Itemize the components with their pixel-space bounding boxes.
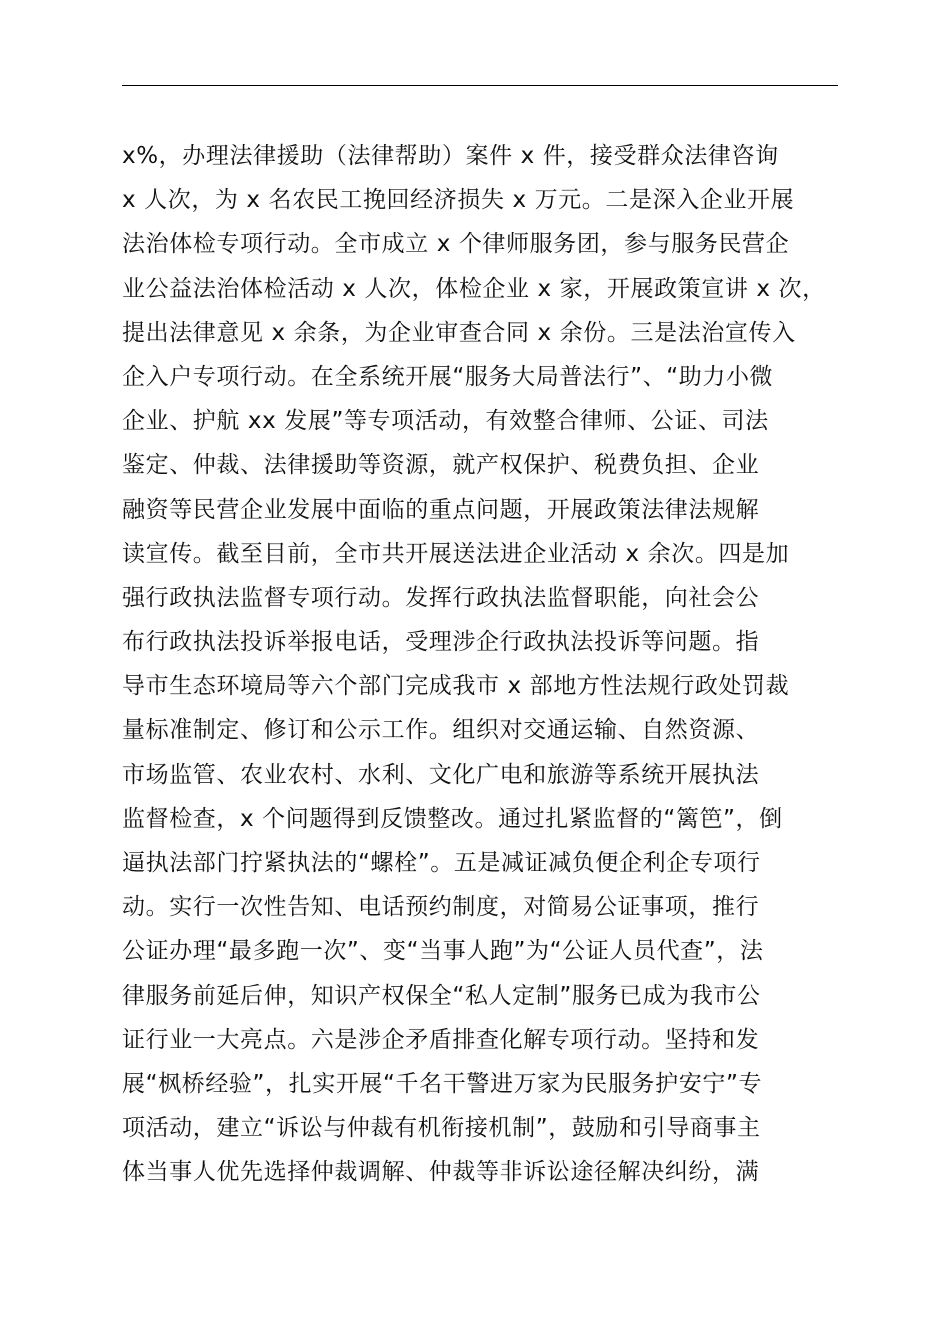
text-line: 证行业一大亮点。六是涉企矛盾排查化解专项行动。坚持和发: [122, 1026, 760, 1053]
text-line: 布行政执法投诉举报电话，受理涉企行政执法投诉等问题。指: [122, 629, 760, 656]
text-line: x 人次，为 x 名农民工挽回经济损失 x 万元。二是深入企业开展: [122, 187, 795, 214]
text-line: 提出法律意见 x 余条，为企业审查合同 x 余份。三是法治宣传入: [122, 319, 796, 346]
text-line: 公证办理“最多跑一次”、变“当事人跑”为“公证人员代查”，法: [122, 938, 764, 965]
text-line: 导市生态环境局等六个部门完成我市 x 部地方性法规行政处罚裁: [122, 673, 790, 700]
text-line: 体当事人优先选择仲裁调解、仲裁等非诉讼途径解决纠纷，满: [122, 1159, 760, 1186]
text-line: 量标准制定、修订和公示工作。组织对交通运输、自然资源、: [122, 717, 760, 744]
text-line: 律服务前延后伸，知识产权保全“私人定制”服务已成为我市公: [122, 982, 761, 1009]
text-line: 融资等民营企业发展中面临的重点问题，开展政策法律法规解: [122, 496, 760, 523]
text-line: x%，办理法律援助（法律帮助）案件 x 件，接受群众法律咨询: [122, 143, 779, 169]
text-line: 市场监管、农业农村、水利、文化广电和旅游等系统开展执法: [122, 761, 760, 788]
text-line: 项活动，建立“诉讼与仲裁有机衔接机制”，鼓励和引导商事主: [122, 1115, 761, 1142]
text-line: 展“枫桥经验”，扎实开展“千名干警进万家为民服务护安宁”专: [122, 1070, 763, 1097]
text-line: 读宣传。截至目前，全市共开展送法进企业活动 x 余次。四是加: [122, 540, 790, 567]
text-line: 法治体检专项行动。全市成立 x 个律师服务团，参与服务民营企: [122, 231, 790, 258]
text-line: 企入户专项行动。在全系统开展“服务大局普法行”、“助力小微: [122, 363, 774, 390]
text-line: 动。实行一次性告知、电话预约制度，对简易公证事项，推行: [122, 894, 760, 921]
text-line: 监督检查，x 个问题得到反馈整改。通过扎紧监督的“篱笆”，倒: [122, 805, 783, 832]
text-line: 鉴定、仲裁、法律援助等资源，就产权保护、税费负担、企业: [122, 452, 760, 479]
text-line: 企业、护航 xx 发展”等专项活动，有效整合律师、公证、司法: [122, 408, 769, 435]
text-line: 逼执法部门拧紧执法的“螺栓”。五是减证减负便企利企专项行: [122, 850, 761, 876]
text-line: 强行政执法监督专项行动。发挥行政执法监督职能，向社会公: [122, 584, 760, 611]
body-paragraph: [122, 134, 862, 1195]
header-rule: [122, 85, 838, 86]
text-line: 业公益法治体检活动 x 人次，体检企业 x 家，开展政策宣讲 x 次，: [122, 275, 826, 302]
